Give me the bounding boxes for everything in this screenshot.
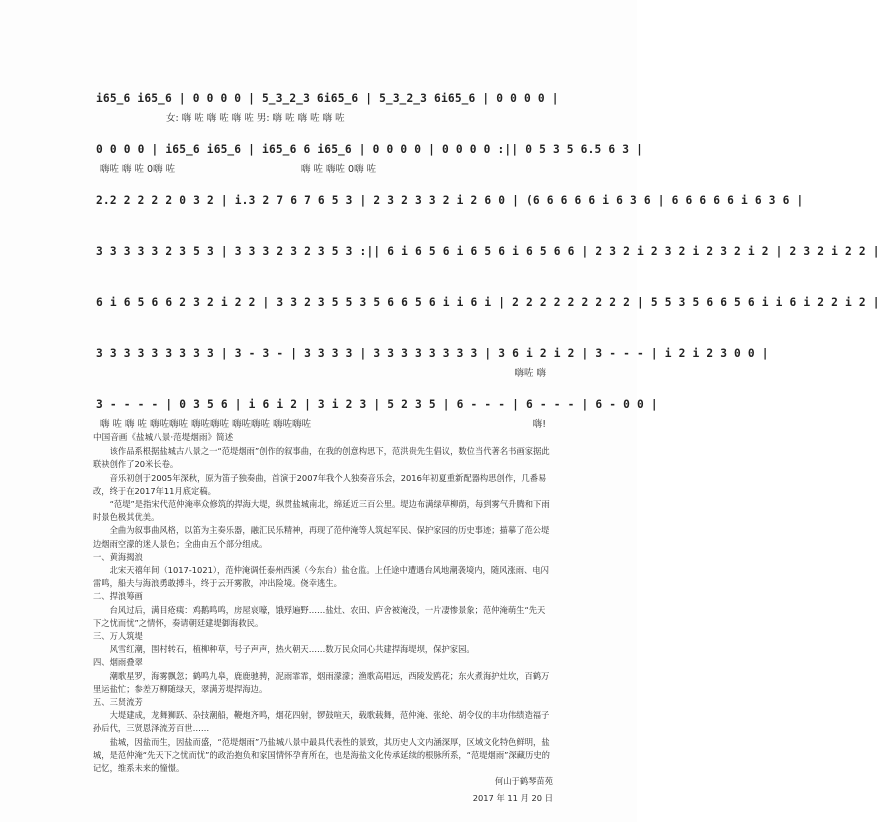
paragraph: 潮歌星罗，海雾飘忽；鹤鸣九皋，鹿鹿驰骋，泥雨霏霏，烟雨濛濛；渔歌高唱远，西陵发鸥花；东火煮海护灶坎，百鹤万里运盐忙；参差万柳随绿天，翠满芳堤捍海边。	[93, 670, 550, 694]
score-row-2	[96, 143, 644, 194]
paragraph: 风雪红潮，围村转石，植柳种草，号子声声，热火朝天……数万民众同心共建捍海堤坝，保护家园。	[109, 644, 475, 655]
paragraph: 该作品系根据盐城古八景之一“范堤烟雨”创作的叙事曲，在我的创意构思下，范洪贵先生倡议，数位当代著名书画家据此联袂创作了20米长卷。	[93, 446, 550, 470]
paragraph: 全曲为叙事曲风格，以笛为主奏乐器，融汇民乐精神，再现了范仲淹等人筑起军民、保护家园的历史事迹；描摹了范公堤边烟雨空濛的迷人景色；全曲由五个部分组成。	[93, 525, 550, 549]
score-lyrics: 嗨咗 嗨	[514, 368, 546, 379]
signature: 何山于鹤琴苗苑	[494, 776, 553, 787]
score-lyrics: 嗨 咗 嗨咗 0嗨 咗	[301, 164, 377, 175]
score-notes: 6 i 6 5 6 6 2 3 2 i 2 2 | 3 3 2 3 5 5 3 5 6 6 5 6 i i 6 i | 2 2 2 2 2 2 2 2 2 | 5 5 3 5 6 6 5 6 i i 6 i 2 2 i 2 |	[96, 296, 880, 309]
section-heading: 四、烟雨叠翠	[93, 657, 143, 668]
section-heading: 五、三贤流芳	[93, 697, 143, 708]
score-row-3	[96, 194, 804, 245]
description-text	[93, 432, 553, 806]
score-row-1	[96, 92, 559, 143]
score-notes: 3 3 3 3 3 3 3 3 3 | 3 - 3 - | 3 3 3 3 | 3 3 3 3 3 3 3 3 | 3 6 i 2 i 2 | 3 - - - | i 2 i 2 3 0 0 |	[96, 347, 769, 360]
date: 2017 年 11 月 20 日	[472, 793, 553, 804]
score-notes: 3 - - - - | 0 3 5 6 | i 6 i 2 | 3 i 2 3 | 5 2 3 5 | 6 - - - | 6 - - - | 6 - 0 0 |	[96, 398, 658, 411]
score-notes: 0 0 0 0 | i65̲6 i65̲6 | i65̲6 6 i65̲6 | 0 0 0 0 | 0 0 0 0 :|| 0 5 3 5 6.5 6 3 |	[96, 143, 644, 156]
section-heading: 三、万人筑堤	[93, 631, 143, 642]
paragraph: 盐城，因盐而生，因盐而盛，“范堤烟雨”乃盐城八景中最具代表性的景致，其历史人文内涵深厚，区域文化特色鲜明，盐城，是范仲淹“先天下之忧而忧”的政治抱负和家国情怀孕育所在，也是海盐文化传承延续的根脉所系，“范堤烟雨”深藏历史的记忆，维系未来的憧憬。	[93, 736, 550, 774]
score-notes: 3 3 3 3 3 2 3 5 3 | 3 3 3 2 3 2 3 5 3 :|| 6 i 6 5 6 i 6 5 6 i 6 5 6 6 | 2 3 2 i 2 3 2 i 2 3 2 i 2 | 2 3 2 i 2 2 |	[96, 245, 880, 258]
score-lyrics: 女: 嗨 咗 嗨 咗 嗨 咗 男: 嗨 咗 嗨 咗 嗨 咗	[166, 113, 345, 124]
paragraph: 北宋天禧年间（1017-1021），范仲淹调任泰州西溪（今东台）盐仓监。上任途中遭遇台风地潮袭境内，随风涨雨、电闪雷鸣，船夫与海浪勇敢搏斗，终于云开雾散，冲出险境。侥幸逃生。	[93, 565, 549, 589]
section-heading: 一、黄海揭浪	[93, 551, 143, 562]
score-notes: i65̲6 i65̲6 | 0 0 0 0 | 5̲3̲2̲3 6i65̲6 | 5̲3̲2̲3 6i65̲6 | 0 0 0 0 |	[96, 92, 559, 105]
score-lyrics: 嗨咗 嗨 咗 0嗨 咗	[100, 164, 176, 175]
score-notes: 2.2 2 2 2 2 0 3 2 | i.3 2 7 6 7 6 5 3 | 2 3 2 3 3 2 i 2 6 0 | (6 6 6 6 6 i 6 3 6 | 6 6 6 6 6 i 6 3 6 |	[96, 194, 804, 207]
score-lyrics: 嗨!	[532, 419, 546, 430]
paragraph: 台风过后，满目疮痍：鸡鹅鸣鸣，房屋哀嚎，饿殍遍野……盐灶、农田、庐舍被淹没，一片凄惨景象；范仲淹萌生“先天下之忧而忧”之情怀，奏请朝廷建堤御海救民。	[93, 604, 546, 628]
paragraph: 大堤建成，龙舞狮跃、杂技潮船，鞭炮齐鸣，烟花四射，锣鼓喧天，载歌载舞，范仲淹、张纶、胡令仪的丰功伟绩造福子孙后代，三贤恩泽流芳百世……	[93, 710, 550, 734]
music-score	[96, 92, 880, 449]
score-lyrics: 嗨 咗 嗨 咗 嗨咗嗨咗 嗨咗嗨咗 嗨咗嗨咗 嗨咗嗨咗	[100, 419, 312, 430]
section-heading: 二、捍浪筹画	[93, 591, 143, 602]
paragraph: 音乐初创于2005年深秋，原为笛子独奏曲，首演于2007年我个人独奏音乐会，2016年初夏重新配器构思创作，几番易改，终于在2017年11月底定稿。	[93, 472, 547, 496]
paragraph: “范堤”是指宋代范仲淹率众修筑的捍海大堤，纵贯盐城南北，绵延近三百公里。堤边布满绿草柳荫，每到雾气升腾和下雨时景色极其优美。	[93, 499, 550, 523]
score-row-4	[96, 245, 880, 296]
score-row-6	[96, 347, 769, 398]
description-title: 中国音画《盐城八景·范堤烟雨》简述	[93, 433, 234, 443]
score-row-5	[96, 296, 880, 347]
